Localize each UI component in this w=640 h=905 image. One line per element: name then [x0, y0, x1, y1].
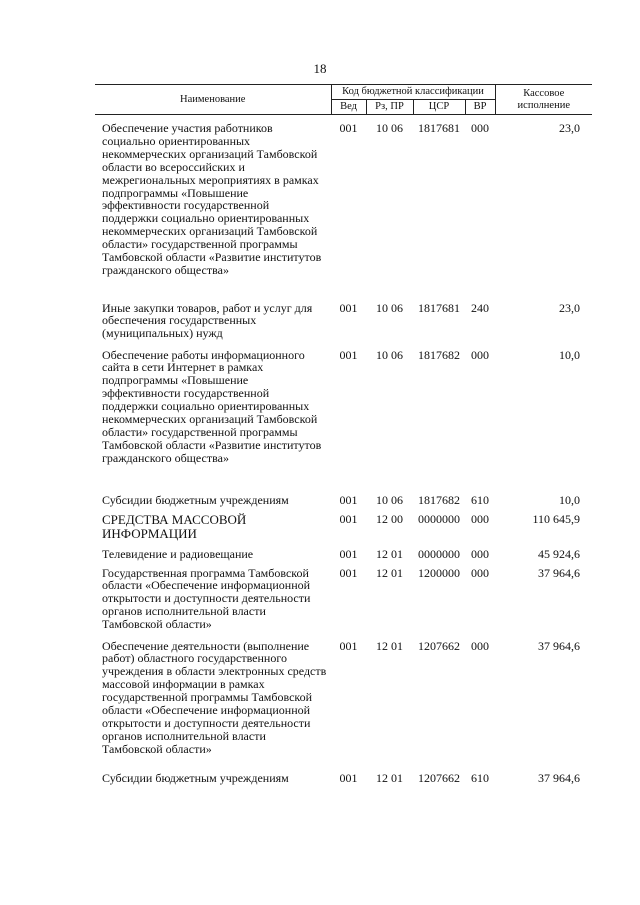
row-name: Субсидии бюджетным учреждениям	[102, 770, 289, 785]
row-rz-pr: 12 01	[376, 638, 403, 653]
header-csr: ЦСР	[413, 100, 465, 115]
header-ved: Вед	[331, 100, 366, 115]
row-vr: 000	[471, 347, 489, 362]
page-number: 18	[313, 61, 327, 76]
row-vr: 610	[471, 770, 489, 785]
row-name: Телевидение и радиовещание	[102, 546, 254, 561]
row-csr: 1817681	[418, 300, 460, 315]
row-ved: 001	[339, 511, 358, 526]
header-rz-pr: Рз, ПР	[366, 100, 413, 115]
row-sum: 110 645,9	[532, 511, 581, 526]
row-rz-pr: 12 01	[376, 565, 403, 580]
table-row	[95, 302, 592, 349]
row-csr: 1817681	[418, 121, 460, 135]
row-vr: 000	[471, 638, 489, 653]
row-sum: 45 924,6	[538, 546, 581, 561]
row-sum: 23,0	[559, 300, 581, 315]
row-vr: 000	[471, 121, 489, 135]
row-sum: 10,0	[559, 492, 581, 507]
row-sum: 37 964,6	[538, 770, 581, 785]
row-sum: 10,0	[559, 347, 581, 362]
row-name: Обеспечение участия работников социально ориентированных некоммерческих организаций Тамбовской области во всероссийских и межрегиональных мероприятиях в рамках подпрограммы «Повышение эффективности государственной поддержки социально ориентированных некоммерческих организаций Тамбовской области» государственной программы Тамбовской области «Развитие институтов гражданского общества»	[102, 121, 322, 277]
row-ved: 001	[339, 492, 358, 507]
row-csr: 1207662	[418, 638, 460, 653]
table-row	[95, 494, 592, 513]
row-ved: 001	[339, 565, 358, 580]
row-rz-pr: 10 06	[376, 492, 403, 507]
table-row	[95, 349, 592, 494]
row-sum: 37 964,6	[538, 565, 581, 580]
row-csr: 0000000	[418, 546, 460, 561]
header-classification-group: Код бюджетной классификации	[331, 85, 495, 100]
header-name: Наименование	[95, 85, 331, 115]
row-vr: 240	[471, 300, 489, 315]
row-ved: 001	[339, 347, 358, 362]
row-vr: 610	[471, 492, 489, 507]
row-vr: 000	[471, 565, 489, 580]
table-row	[95, 640, 592, 772]
row-rz-pr: 12 01	[376, 546, 403, 561]
header-vr: ВР	[465, 100, 495, 115]
row-vr: 000	[471, 546, 489, 561]
table-row	[95, 548, 592, 567]
row-vr: 000	[471, 511, 489, 526]
row-ved: 001	[339, 546, 358, 561]
row-sum: 23,0	[559, 121, 581, 135]
row-csr: 1200000	[418, 565, 460, 580]
row-rz-pr: 10 06	[376, 347, 403, 362]
table-row	[95, 772, 592, 791]
row-rz-pr: 10 06	[376, 300, 403, 315]
row-csr: 0000000	[418, 511, 460, 526]
row-ved: 001	[339, 638, 358, 653]
row-rz-pr: 10 06	[376, 121, 403, 135]
row-sum: 37 964,6	[538, 638, 581, 653]
row-rz-pr: 12 00	[376, 511, 403, 526]
row-name: СРЕДСТВА МАССОВОЙ ИНФОРМАЦИИ	[102, 511, 247, 541]
table-row	[95, 115, 592, 302]
row-csr: 1817682	[418, 492, 460, 507]
row-name: Обеспечение деятельности (выполнение работ) областного государственного учреждения в области электронных средств массовой информации в рамках государственной программы Тамбовской области «Обеспечение информационной открытости и доступности деятельности органов исполнительной власти Тамбовской области»	[102, 638, 327, 756]
row-name: Обеспечение работы информационного сайта в сети Интернет в рамках подпрограммы «Повышение эффективности государственной поддержки социально ориентированных некоммерческих организаций Тамбовской области» государственной программы Тамбовской области «Развитие институтов гражданского общества»	[102, 347, 322, 465]
budget-table	[95, 84, 592, 791]
row-csr: 1207662	[418, 770, 460, 785]
row-ved: 001	[339, 121, 358, 135]
row-name: Иные закупки товаров, работ и услуг для обеспечения государственных (муниципальных) нужд	[102, 300, 313, 341]
row-rz-pr: 12 01	[376, 770, 403, 785]
table-row	[95, 567, 592, 640]
row-ved: 001	[339, 300, 358, 315]
header-execution: Кассовое исполнение	[495, 85, 592, 115]
row-name: Государственная программа Тамбовской области «Обеспечение информационной открытости и доступности деятельности органов исполнительной власти Тамбовской области»	[102, 565, 311, 632]
row-csr: 1817682	[418, 347, 460, 362]
row-name: Субсидии бюджетным учреждениям	[102, 492, 289, 507]
row-ved: 001	[339, 770, 358, 785]
table-row	[95, 513, 592, 548]
